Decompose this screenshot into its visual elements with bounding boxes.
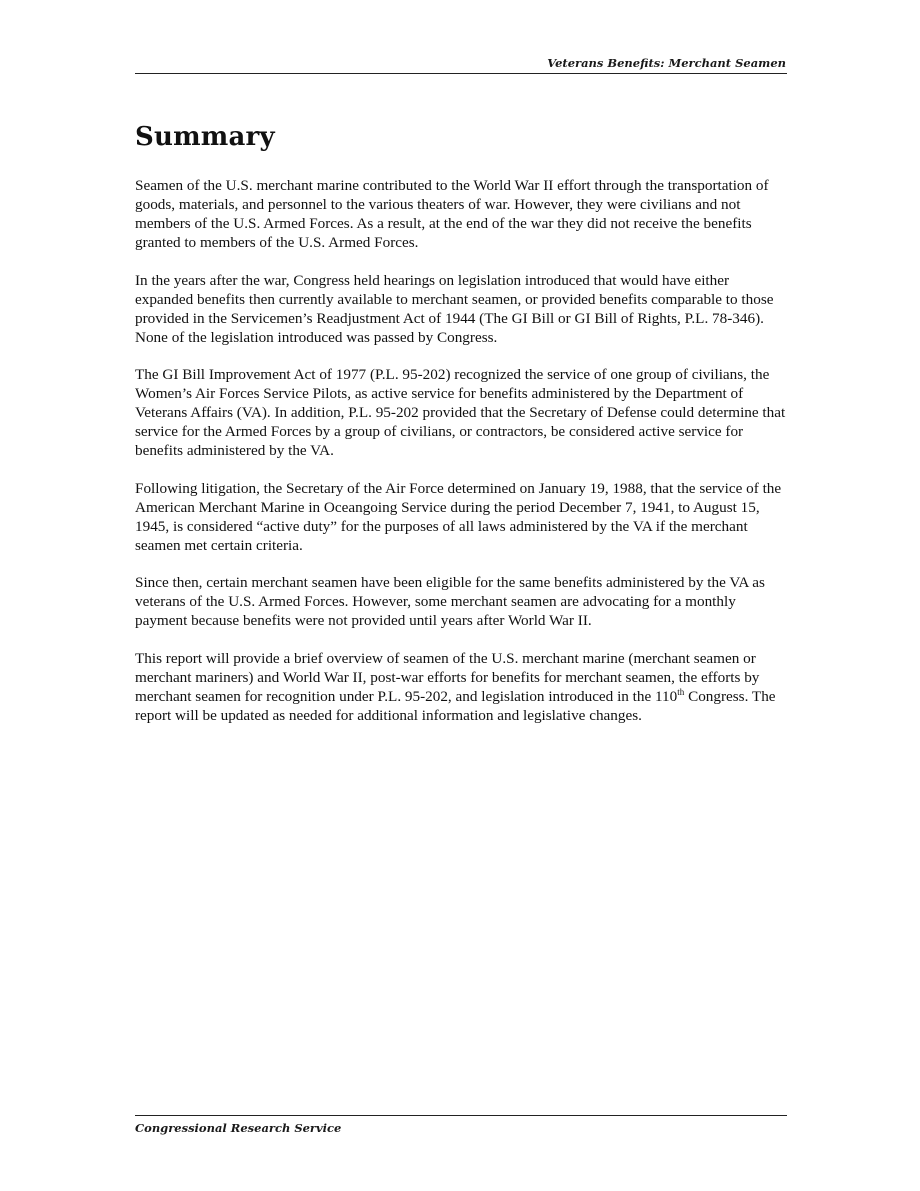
footer-rule: [135, 1115, 787, 1116]
paragraph-6-end: Congress. The report will be updated as needed for additional information and legislative changes.: [135, 687, 776, 724]
header-rule: [135, 73, 787, 74]
paragraph-3: The GI Bill Improvement Act of 1977 (P.L. 95-202) recognized the service of one group of civilians, the Women’s Air Forces Service Pilots, as active service for benefits administered by the Department of Veterans Affairs (VA). In addition, P.L. 95-202 provided that the Secretary of Defense could determine that service for the Armed Forces by a group of civilians, or contractors, be considered active service for benefits administered by the VA.: [135, 366, 786, 459]
page-title: Summary: [135, 122, 275, 152]
paragraph-4: Following litigation, the Secretary of the Air Force determined on January 19, 1988, that the service of the American Merchant Marine in Oceangoing Service during the period December 7, 1941, to August 15, 1945, is considered “active duty” for the purposes of all laws administered by the VA if the merchant seamen met certain criteria.: [135, 479, 782, 554]
paragraph-2: In the years after the war, Congress held hearings on legislation introduced that would have either expanded benefits then currently available to merchant seamen, or provided benefits comparable to those provided in the Servicemen’s Readjustment Act of 1944 (The GI Bill or GI Bill of Rights, P.L. 78-346). None of the legislation introduced was passed by Congress.: [135, 271, 774, 346]
summary-body: [135, 176, 787, 743]
running-header: Veterans Benefits: Merchant Seamen: [547, 56, 786, 70]
paragraph-1: Seamen of the U.S. merchant marine contributed to the World War II effort through the transportation of goods, materials, and personnel to the various theaters of war. However, they were civilians and not members of the U.S. Armed Forces. As a result, at the end of the war they did not receive the benefits granted to members of the U.S. Armed Forces.: [135, 177, 769, 251]
paragraph-5: Since then, certain merchant seamen have been eligible for the same benefits administered by the VA as veterans of the U.S. Armed Forces. However, some merchant seamen are advocating for a monthly payment because benefits were not provided until years after World War II.: [135, 574, 765, 629]
congress-number: 110: [655, 687, 678, 705]
ordinal-suffix: th: [677, 686, 685, 697]
paragraph-6-start: This report will provide a brief overview of seamen of the U.S. merchant marine (merchant seamen or merchant mariners) and World War II, post-war efforts for benefits for merchant seamen, the efforts by merchant seamen for recognition under P.L. 95-202, and legislation introduced in the: [135, 649, 760, 705]
footer-organization: Congressional Research Service: [135, 1121, 342, 1135]
paragraph-6: [135, 649, 787, 725]
